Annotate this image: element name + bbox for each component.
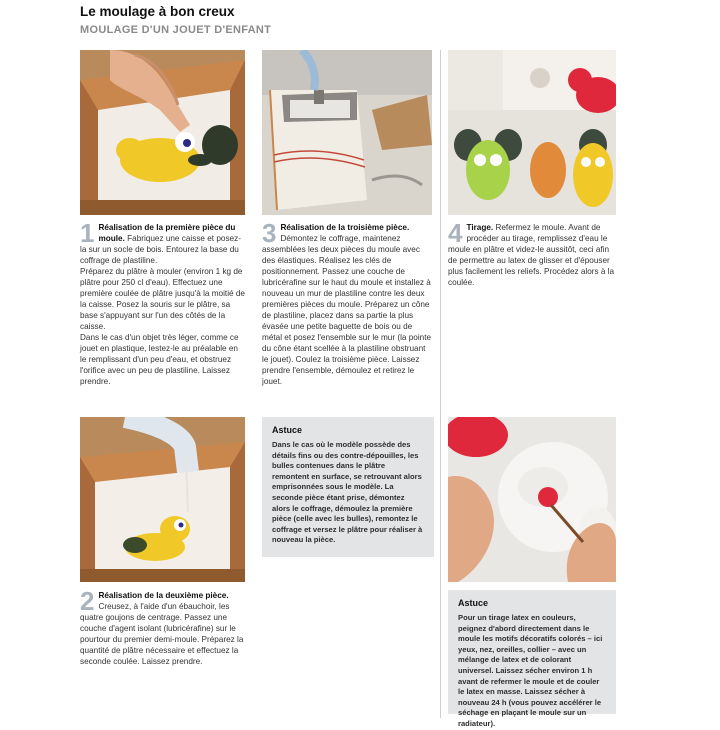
step-paragraph: Creusez, à l'aide d'un ébauchoir, les quatre goujons de centrage. Passez une couche d'agent isolant (lubricérafine) sur le pourtour du premier demi-moule. Préparez la quantité de plâtre nécessaire et effectuez la seconde coulée. Laissez prendre. <box>80 602 244 666</box>
page-title: Le moulage à bon creux <box>80 4 235 19</box>
astuce-text: Dans le cas où le modèle possède des détails fins ou des contre-dépouilles, les bulles contenues dans le plâtre remontent en surface, se retrouvant alors emprisonnées sous le modèle. La seconde pièce étant prise, démontez alors le coffrage, démoulez la première pièce (celle avec les bulles), remontez le coffrage et versez le plâtre pour réaliser à nouveau la pièce. <box>272 440 423 545</box>
step-number: 3 <box>262 218 277 248</box>
astuce-box-2 <box>448 590 616 728</box>
step-number: 1 <box>80 218 95 248</box>
step-1 <box>80 218 246 387</box>
astuce-box-1 <box>262 417 434 557</box>
step-number: 2 <box>80 586 95 616</box>
step-2 <box>80 586 246 667</box>
column-divider <box>440 50 441 718</box>
photo-step-3 <box>262 50 432 215</box>
step-number: 4 <box>448 218 463 248</box>
step-paragraph: Refermez le moule. Avant de procéder au tirage, remplissez d'eau le moule en plâtre et videz-le aussitôt, ceci afin de permettre au latex de glisser et d'épouser plus facilement les reliefs. Procédez alors à la coulée. <box>448 223 615 287</box>
photo-step-4 <box>448 50 616 215</box>
step-3 <box>262 218 432 387</box>
step-paragraph: Préparez du plâtre à mouler (environ 1 kg de plâtre pour 250 cl d'eau). Effectuez une première coulée de plâtre jusqu'à la moitié de la caisse. Posez la souris sur le plâtre, sa base s'appuyant sur l'un des côtés de la caisse. <box>80 267 245 331</box>
step-heading: Réalisation de la première pièce du moule. <box>98 223 236 243</box>
astuce-text: Pour un tirage latex en couleurs, peignez d'abord directement dans le moule les motifs décoratifs colorés – ici yeux, nez, oreilles, collier – avec un mélange de latex et de colorant universel. Laissez sécher environ 1 h avant de refermer le moule et de couler le latex en masse. Laissez sécher à nouveau 24 h (vous pouvez accélérer le séchage en plaçant le moule sur un radiateur). <box>458 613 603 728</box>
step-heading: Tirage. <box>466 223 494 232</box>
astuce-title: Astuce <box>272 425 303 435</box>
step-paragraph: Démontez le coffrage, maintenez assemblées les deux pièces du moule avec des élastiques. Réalisez les clés de positionnement. Passez une couche de lubricérafine sur le haut du moule et installez à nouveau un mur de plastiline contre les deux premières pièces du moule. Préparez un cône de plastiline, placez dans sa partie la plus évasée une petite baguette de bois ou de métal et posez l'ensemble sur le mur (la pointe du cône étant scellée à la plastiline obstruant le jouet). Coulez la troisième pièce. Laissez prendre l'ensemble, démoulez et retirez le jouet. <box>262 234 432 386</box>
step-heading: Réalisation de la troisième pièce. <box>280 223 410 232</box>
page-subtitle: MOULAGE D'UN JOUET D'ENFANT <box>80 24 272 36</box>
step-paragraph: Fabriquez une caisse et posez-la sur un socle de bois. Entourez la base du coffrage de plastiline. <box>80 234 241 265</box>
step-4 <box>448 218 616 288</box>
astuce-title: Astuce <box>458 598 489 608</box>
photo-astuce-painting <box>448 417 616 582</box>
photo-step-2 <box>80 417 245 582</box>
step-paragraph: Dans le cas d'un objet très léger, comme ce jouet en plastique, lestez-le au préalable en le remplissant d'un peu d'eau, et obstruez l'orifice avec un peu de plastiline. Laissez prendre. <box>80 333 239 386</box>
step-heading: Réalisation de la deuxième pièce. <box>98 591 229 600</box>
photo-step-1 <box>80 50 245 215</box>
